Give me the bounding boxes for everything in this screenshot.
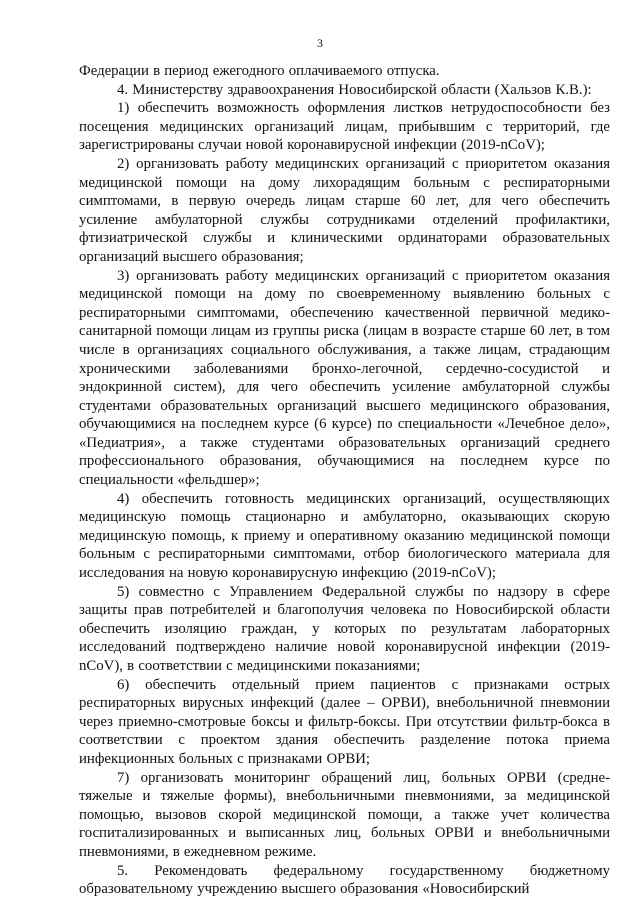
paragraph-subitem-1: 1) обеспечить возможность оформления листков нетрудоспособности без посещения медицинских организаций лицам, прибывшим с территорий, где зарегистрированы случаи новой коронавирусной инфекции (2019-nCoV); (79, 100, 610, 154)
paragraph-subitem-5: 5) совместно с Управлением Федеральной службы по надзору в сфере защиты прав потребителей и благополучия человека по Новосибирской области обеспечить изоляцию граждан, у которых по результатам лабораторных исследований подтверждено наличие новой коронавирусной инфекции (2019-nCoV), в соответствии с медицинскими показаниями; (79, 583, 610, 674)
page-number: 3 (317, 36, 323, 50)
paragraph-subitem-2: 2) организовать работу медицинских организаций с приоритетом оказания медицинской помощи на дому лихорадящим больным с респираторными симптомами, в первую очередь лицам старше 60 лет, для чего обеспечить усиление амбулаторной службы сотрудниками отделений профилактики, фтизиатрической службы и клиническими ординаторами образовательных организаций высшего образования; (79, 155, 610, 265)
paragraph-item-5: 5. Рекомендовать федеральному государственному бюджетному образовательному учреждению высшего образования «Новосибирский (79, 862, 610, 898)
paragraph-item-4-heading: 4. Министерству здравоохранения Новосибирской области (Хальзов К.В.): (117, 81, 592, 98)
paragraph-subitem-3: 3) организовать работу медицинских организаций с приоритетом оказания медицинской помощи на дому по своевременному выявлению больных с респираторными симптомами, обеспечению качественной первичной медико-санитарной помощи лицам из группы риска (лицам в возрасте старше 60 лет, в том числе в организациях социального обслуживания, а также лицам, страдающим хроническими заболеваниями бронхо-легочной, сердечно-сосудистой и эндокринной систем), для чего обеспечить усиление амбулаторной службы студентами образовательных организаций высшего медицинского образования, обучающимися на последнем курсе (6 курсе) по специальности «Лечебное дело», «Педиатрия», а также студентами образовательных организаций среднего профессионального образования, обучающимися на последнем курсе по специальности «фельдшер»; (79, 267, 610, 489)
paragraph-subitem-4: 4) обеспечить готовность медицинских организаций, осуществляющих медицинскую помощь стационарно и амбулаторно, оказывающих скорую медицинскую помощь, к приему и оперативному оказанию медицинской помощи больным с респираторными симптомами, отбор биологического материала для исследования на новую коронавирусную инфекцию (2019-nCoV); (79, 490, 610, 582)
paragraph-continuation: Федерации в период ежегодного оплачиваемого отпуска. (79, 63, 440, 79)
document-body (79, 62, 610, 899)
paragraph-subitem-6: 6) обеспечить отдельный прием пациентов с признаками острых респираторных вирусных инфекций (далее – ОРВИ), внебольничной пневмонии через приемно-смотровые боксы и фильтр-боксы. При отсутствии фильтр-бокса в соответствии с проектом здания обеспечить разделение потока приема инфекционных больных с признаками ОРВИ; (79, 676, 610, 767)
paragraph-subitem-7: 7) организовать мониторинг обращений лиц, больных ОРВИ (средне-тяжелые и тяжелые формы), внебольничными пневмониями, за медицинской помощью, вызовов скорой медицинской помощи, а также учет количества госпитализированных и выписанных лиц, больных ОРВИ и внебольничными пневмониями, в ежедневном режиме. (79, 769, 610, 860)
